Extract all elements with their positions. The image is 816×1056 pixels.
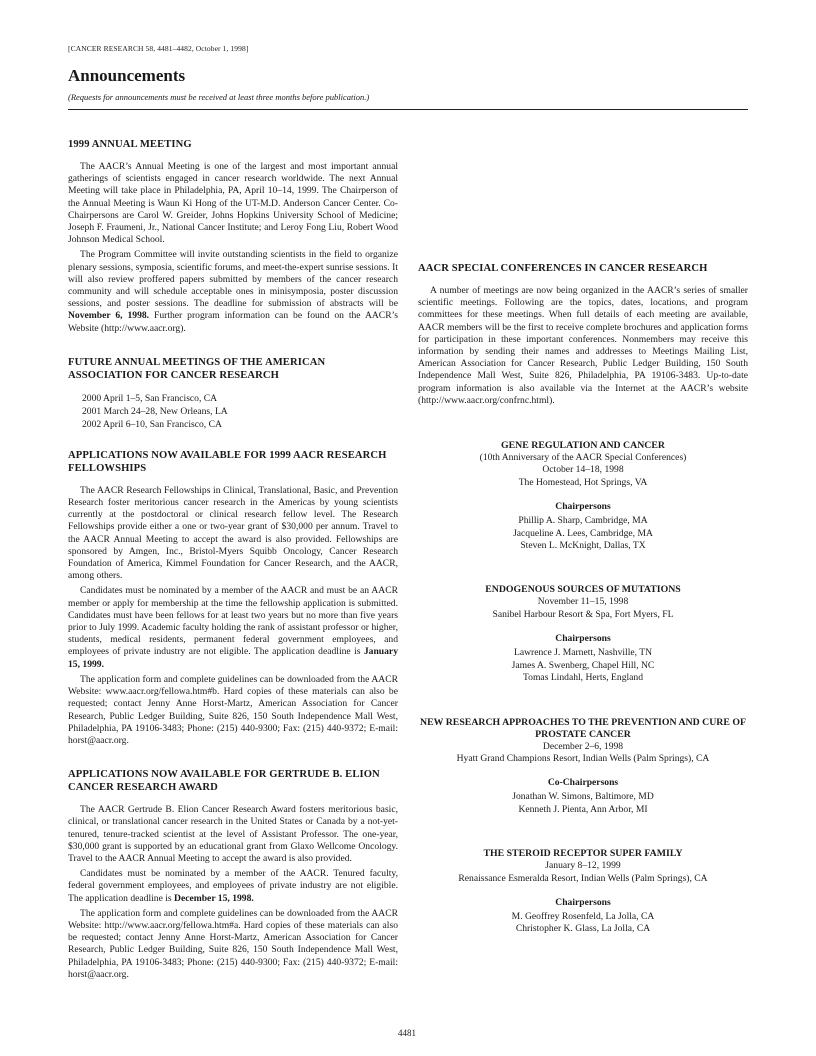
conference-location: Sanibel Harbour Resort & Spa, Fort Myers, FL: [492, 608, 674, 620]
chairperson: Christopher K. Glass, La Jolla, CA: [515, 923, 651, 935]
special-conferences-heading: AACR SPECIAL CONFERENCES IN CANCER RESEARCH: [418, 263, 708, 274]
fellowships-paragraph-2: [68, 585, 398, 670]
conference-gene-regulation: [418, 440, 748, 552]
fellowship-deadline: January 15, 1999.: [68, 646, 398, 670]
left-column: [68, 138, 398, 984]
page-number: 4481: [398, 1028, 416, 1038]
chairperson: Tomas Lindahl, Herts, England: [522, 672, 644, 684]
conference-title: GENE REGULATION AND CANCER: [501, 440, 665, 452]
future-meetings-heading: FUTURE ANNUAL MEETINGS OF THE AMERICAN ASSOCIATION FOR CANCER RESEARCH: [68, 356, 326, 381]
chairperson: Jacqueline A. Lees, Cambridge, MA: [513, 527, 653, 539]
chairperson: Phillip A. Sharp, Cambridge, MA: [518, 515, 648, 527]
fellowships-heading: APPLICATIONS NOW AVAILABLE FOR 1999 AACR RESEARCH FELLOWSHIPS: [68, 449, 387, 474]
chairperson: Lawrence J. Marnett, Nashville, TN: [513, 647, 653, 659]
list-item: 2001 March 24–28, New Orleans, LA: [82, 405, 228, 417]
journal-citation: [CANCER RESEARCH 58, 4481–4482, October 1, 1998]: [68, 44, 249, 53]
special-conferences-paragraph: A number of meetings are now being organized in the AACR’s series of smaller scientific meetings. Following are the topics, dates, locations, and program committees for these meetings. When full details of each meeting are available, AACR members will be the first to receive complete brochures and application forms for participation in these important conferences. Nonmembers may receive this information by sending their names and addresses to Meetings Mailing List, American Association for Cancer Research, Public Ledger Building, 150 South Independence Mall West, Suite 826, Philadelphia, PA 19106-3483. Up-to-date program information is also available via the Internet at the AACR’s website (http://www.aacr.org/confrnc.html).: [418, 285, 748, 406]
text-run: Further program information can be found on the AACR’s Website (http://www.aacr.org).: [68, 310, 398, 334]
conference-detail: (10th Anniversary of the AACR Special Conferences): [479, 452, 687, 464]
conference-steroid-receptor: [418, 848, 748, 936]
conference-location: Renaissance Esmeralda Resort, Indian Wells (Palm Springs), CA: [458, 872, 708, 884]
conference-endogenous-mutations: [418, 584, 748, 684]
abstract-deadline: November 6, 1998.: [68, 310, 150, 322]
conference-title: ENDOGENOUS SOURCES OF MUTATIONS: [485, 584, 681, 596]
chairpersons-label: Chairpersons: [555, 501, 611, 513]
submission-note: (Requests for announcements must be received at least three months before publication.): [68, 92, 370, 102]
chairperson: James A. Swenberg, Chapel Hill, NC: [511, 659, 655, 671]
annual-meeting-section: [68, 138, 398, 335]
elion-award-section: [68, 768, 398, 981]
text-run: Candidates must be nominated by a member of the AACR and must be an AACR member or apply for membership at the time the fellowship application is submitted. Candidates must have been fellows for at least two years but no more than five years prior to July 1999. Academic faculty holding the rank of assistant professor or higher, students, medical residents, permanent federal government employees, and employees of private industry are not eligible. The application deadline is: [68, 585, 398, 658]
conference-prostate-cancer: [418, 717, 748, 817]
annual-meeting-paragraph-1: The AACR’s Annual Meeting is one of the largest and most important annual gatherings of scientists engaged in cancer research worldwide. The next Annual Meeting will take place in Philadelphia, PA, April 10–14, 1999. The Chairperson of the Annual Meeting is Waun Ki Hong of the UT-M.D. Anderson Cancer Center. Co-Chairpersons are Carol W. Greider, Johns Hopkins University School of Medicine; Joseph F. Fraumeni, Jr., National Cancer Institute; and Leroy Fong Liu, Robert Wood Johnson Medical School.: [68, 161, 398, 246]
conference-location: The Homestead, Hot Springs, VA: [518, 476, 648, 488]
conference-title: NEW RESEARCH APPROACHES TO THE PREVENTION AND CURE OF PROSTATE CANCER: [420, 716, 746, 740]
elion-deadline: December 15, 1998.: [174, 892, 254, 904]
special-conferences-section: [418, 262, 748, 407]
chairpersons-label: Co-Chairpersons: [547, 777, 619, 789]
chairperson: Steven L. McKnight, Dallas, TX: [520, 540, 646, 552]
elion-award-heading: APPLICATIONS NOW AVAILABLE FOR GERTRUDE B. ELION CANCER RESEARCH AWARD: [68, 769, 380, 794]
chairpersons-label: Chairpersons: [555, 633, 611, 645]
conference-title: THE STEROID RECEPTOR SUPER FAMILY: [483, 848, 683, 860]
conference-date: November 11–15, 1998: [537, 596, 629, 608]
chairperson: Kenneth J. Pienta, Ann Arbor, MI: [518, 803, 648, 815]
elion-paragraph-2: [68, 868, 398, 905]
chairperson: Jonathan W. Simons, Baltimore, MD: [512, 791, 654, 803]
text-run: Candidates must be nominated by a member of the AACR. Tenured faculty, federal government employees, and employees of private industry are not eligible. The application deadline is: [68, 868, 398, 904]
elion-paragraph-1: The AACR Gertrude B. Elion Cancer Research Award fosters meritorious basic, clinical, or translational cancer research in the United States or Canada by a not-yet-tenured, tenure-tracked scientist at the level of Assistant Professor. The one-year, $30,000 grant is supported by an educational grant from Glaxo Wellcome Oncology. Travel to the AACR Annual Meeting to accept the award is also provided.: [68, 804, 398, 864]
fellowships-paragraph-3: The application form and complete guidelines can be downloaded from the AACR Website: www.aacr.org/fellowa.htm#b. Hard copies of these materials can also be requested; contact Jenny Anne Horst-Martz, American Association for Cancer Research, Public Ledger Building, Suite 826, 150 South Independence Mall West, Philadelphia, PA 19106-3483; Phone: (215) 440-9300; Fax: (215) 440-9372; E-mail: horst@aacr.org.: [68, 673, 398, 746]
fellowships-paragraph-1: The AACR Research Fellowships in Clinical, Translational, Basic, and Prevention Research foster meritorious cancer research in the Americas by young scientists currently at the postdoctoral or clinical research fellow level. The Research Fellowships provide either a one or two-year grant of $30,000 per annum. Travel to the AACR Annual Meeting to accept the award is also provided. Fellowships are sponsored by Amgen, Inc., Bristol-Myers Squibb Oncology, Cancer Research Foundation of America, Kimmel Foundation for Cancer Research, and the AACR, among others.: [68, 484, 398, 582]
conference-location: Hyatt Grand Champions Resort, Indian Wells (Palm Springs), CA: [456, 752, 710, 764]
future-meetings-section: [68, 356, 398, 431]
fellowships-section: [68, 449, 398, 747]
conference-date: January 8–12, 1999: [545, 860, 621, 872]
header-divider: [68, 109, 748, 110]
elion-paragraph-3: The application form and complete guidelines can be downloaded from the AACR Website: http://www.aacr.org/fellowa.htm#a. Hard copies of these materials can also be requested; contact Jenny Anne Horst-Martz, American Association for Cancer Research, Public Ledger Building, Suite 826, 150 South Independence Mall West, Philadelphia, PA 19106-3483; Phone: (215) 440-9300; Fax: (215) 440-9372; E-mail: horst@aacr.org.: [68, 907, 398, 980]
future-meetings-list: [82, 392, 398, 431]
annual-meeting-heading: 1999 ANNUAL MEETING: [68, 139, 192, 150]
list-item: 2002 April 6–10, San Francisco, CA: [82, 418, 222, 430]
text-run: The Program Committee will invite outstanding scientists in the field to organize plenary sessions, symposia, scientific forums, and meet-the-expert sunrise sessions. It will also review proffered papers submitted by members of the cancer research community and will schedule acceptable ones in minisymposia, poster discussion sessions, and poster sessions. The deadline for submission of abstracts will be: [68, 249, 398, 310]
conference-date: December 2–6, 1998: [542, 740, 624, 752]
list-item: 2000 April 1–5, San Francisco, CA: [82, 392, 218, 404]
page-title: Announcements: [68, 66, 186, 85]
annual-meeting-paragraph-2: [68, 249, 398, 334]
chairpersons-label: Chairpersons: [555, 896, 611, 908]
conference-date: October 14–18, 1998: [542, 464, 624, 476]
chairperson: M. Geoffrey Rosenfeld, La Jolla, CA: [511, 910, 655, 922]
right-column: [418, 262, 748, 936]
